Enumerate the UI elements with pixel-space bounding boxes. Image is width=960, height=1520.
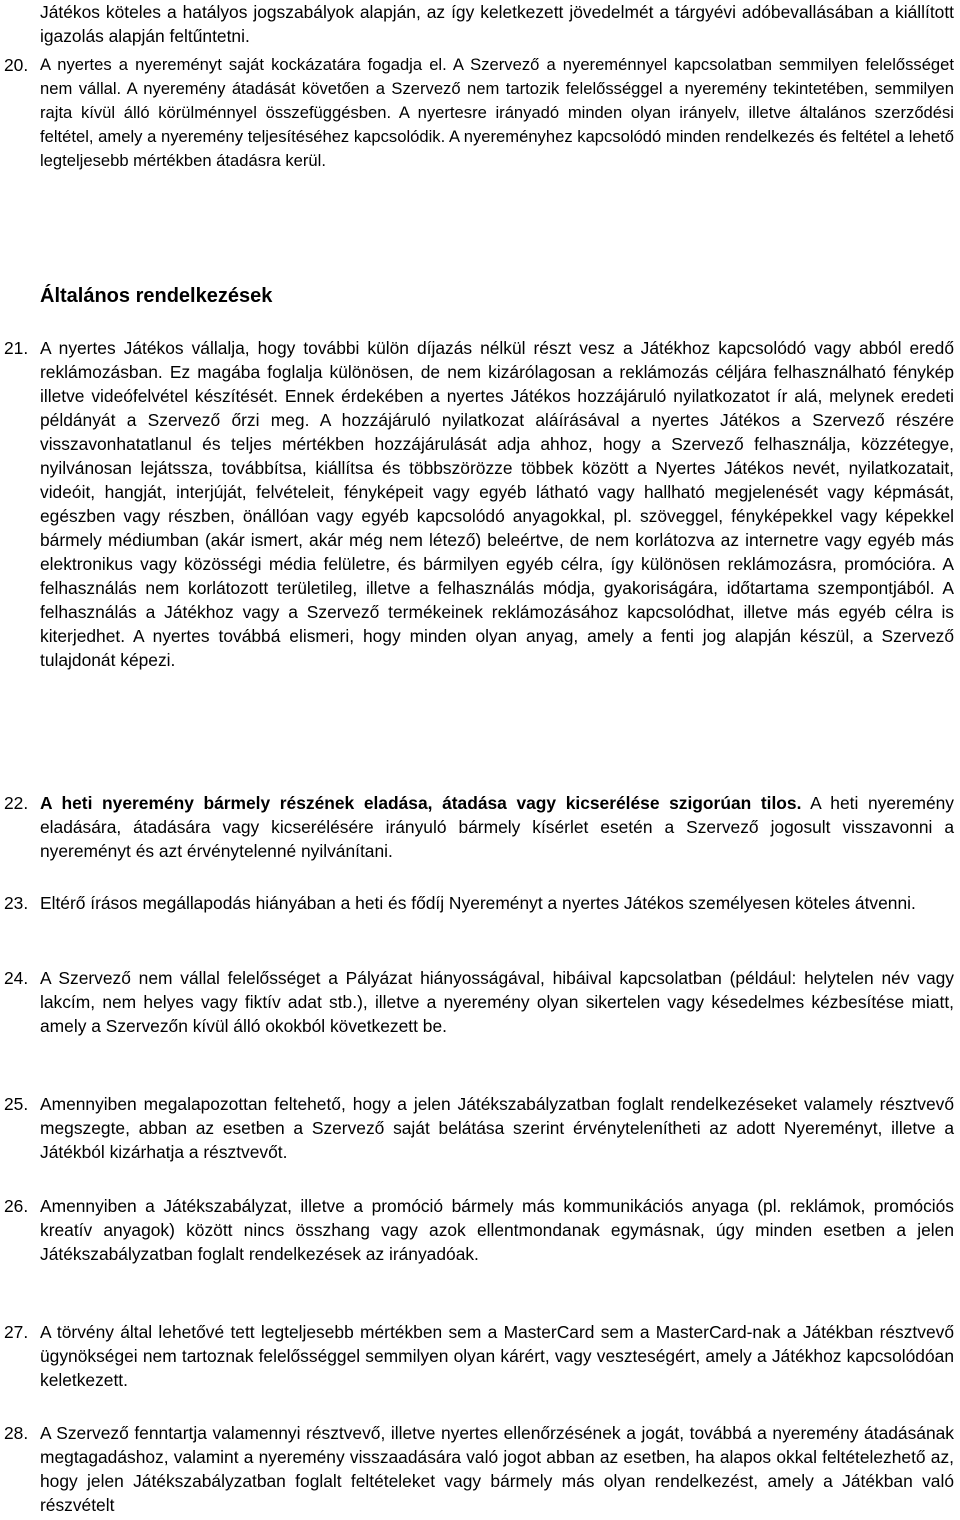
item-number-24: 24. (4, 968, 29, 988)
item-24-text: A Szervező nem vállal felelősséget a Pályázat hiányosságával, hibáival kapcsolatban (például: helytelen név vagy lakcím, nem helyes vagy fiktív adat stb.), illetve a nyeremény olyan sikertelen vagy késedelmes kézbesítése miatt, amely a Szervezőn kívül álló okokból következett be. (40, 968, 954, 1036)
item-number-23: 23. (4, 893, 29, 913)
item-26-text: Amennyiben a Játékszabályzat, illetve a promóció bármely más kommunikációs anyaga (pl. reklámok, promóciós kreatív anyagok) között nincs összhang vagy azok ellentmondanak egymásnak, úgy minden esetben a jelen Játékszabályzatban foglalt rendelkezések az irányadóak. (40, 1196, 954, 1264)
item-22-bold-lead: A heti nyeremény bármely részének eladása, átadása vagy kicserélése szigorúan tilos. (40, 793, 802, 813)
item-28-text: A Szervező fenntartja valamennyi résztvevő, illetve nyertes ellenőrzésének a jogát, továbbá a nyeremény átadásának megtagadáshoz, valamint a nyeremény visszaadására való jogot abban az esetben, ha alapos okkal feltételezhető az, hogy jelen Játékszabályzatban foglalt feltételeket vagy bármely más olyan rendelkezést, amely a Játékban való részvételt (40, 1423, 954, 1515)
item-27-text: A törvény által lehetővé tett legteljesebb mértékben sem a MasterCard sem a MasterCard-nak a Játékban résztvevő ügynökségei nem tartoznak felelősséggel semmilyen olyan kárért, vagy veszteségért, amely a Játékhoz kapcsolódóan keletkezett. (40, 1322, 954, 1390)
item-number-28: 28. (4, 1423, 29, 1443)
item-23-text: Eltérő írásos megállapodás hiányában a heti és fődíj Nyereményt a nyertes Játékos személyesen köteles átvenni. (40, 893, 916, 913)
item-22-body: A heti nyeremény eladására, átadására vagy kicserélésére irányuló bármely kísérlet esetén a Szervező jogosult visszavonni a nyereményt és azt érvénytelenné nyilvánítani. (40, 793, 954, 861)
item-20-text: A nyertes a nyereményt saját kockázatára fogadja el. A Szervező a nyereménnyel kapcsolatban semmilyen felelősséget nem vállal. A nyeremény átadását követően a Szervező nem tartozik felelősséggel a nyeremény tekintetében, semmilyen rajta kívül álló körülménnyel összefüggésben. A nyertesre irányadó minden olyan irányelv, illetve általános szerződési feltétel, amely a nyeremény teljesítéséhez kapcsolódik. A nyereményhez kapcsolódó minden rendelkezés és feltétel a lehető legteljesebb mértékben átadásra kerül. (40, 55, 954, 170)
section-heading: Általános rendelkezések (40, 285, 273, 307)
item-number-25: 25. (4, 1094, 29, 1114)
item-21-text: A nyertes Játékos vállalja, hogy további külön díjazás nélkül részt vesz a Játékhoz kapcsolódó vagy abból eredő reklámozásban. Ez magába foglalja különösen, de nem kizárólagosan a reklámozás céljára felhasználható fénykép illetve videófelvétel készítését. Ennek érdekében a nyertes Játékos hozzájáruló nyilatkozatot ír alá, melynek eredeti példányát a Szervező őrzi meg. A hozzájáruló nyilatkozat aláírásával a nyertes Játékos a Szervező részére visszavonhatatlanul és teljes mértékben hozzájárulását adja ahhoz, hogy a Szervező felhasználja, közzétegye, nyilvánosan lejátssza, továbbítsa, kiállítsa és többszörözze többek között a Nyertes Játékos nevét, nyilatkozatait, videóit, hangját, interjúját, felvételeit, fényképeit vagy egyéb látható vagy hallható megjelenését vagy képmását, egészben vagy részben, önállóan vagy egyéb kapcsolódó anyagokkal, pl. szöveggel, fényképekkel vagy képekkel bármely médiumban (akár ismert, akár még nem létező) beleértve, de nem korlátozva az internetre vagy egyéb más elektronikus vagy közösségi média felületre, és bármilyen egyéb célra, így különösen reklámozásra, promócióra. A felhasználás nem korlátozott területileg, illetve a felhasználás módja, gyakoriságára, időtartama szempontjából. A felhasználás a Játékhoz vagy a Szervező termékeinek reklámozásához kapcsolódhat, illetve más egyéb célra is kiterjedhet. A nyertes továbbá elismeri, hogy minden olyan anyag, amely a fenti jog alapján készül, a Szervező tulajdonát képezi. (40, 338, 954, 670)
item-number-26: 26. (4, 1196, 29, 1216)
intro-paragraph: Játékos köteles a hatályos jogszabályok alapján, az így keletkezett jövedelmét a tárgyévi adóbevallásában a kiállított igazolás alapján feltűntetni. (40, 2, 954, 46)
item-22-text (40, 791, 954, 863)
item-number-21: 21. (4, 338, 29, 358)
item-number-22: 22. (4, 793, 29, 813)
item-25-text: Amennyiben megalapozottan feltehető, hogy a jelen Játékszabályzatban foglalt rendelkezéseket valamely résztvevő megszegte, abban az esetben a Szervező saját belátása szerint érvénytelenítheti az adott Nyereményt, illetve a Játékból kizárhatja a résztvevőt. (40, 1094, 954, 1162)
item-number-27: 27. (4, 1322, 29, 1342)
item-number-20: 20. (4, 55, 29, 75)
